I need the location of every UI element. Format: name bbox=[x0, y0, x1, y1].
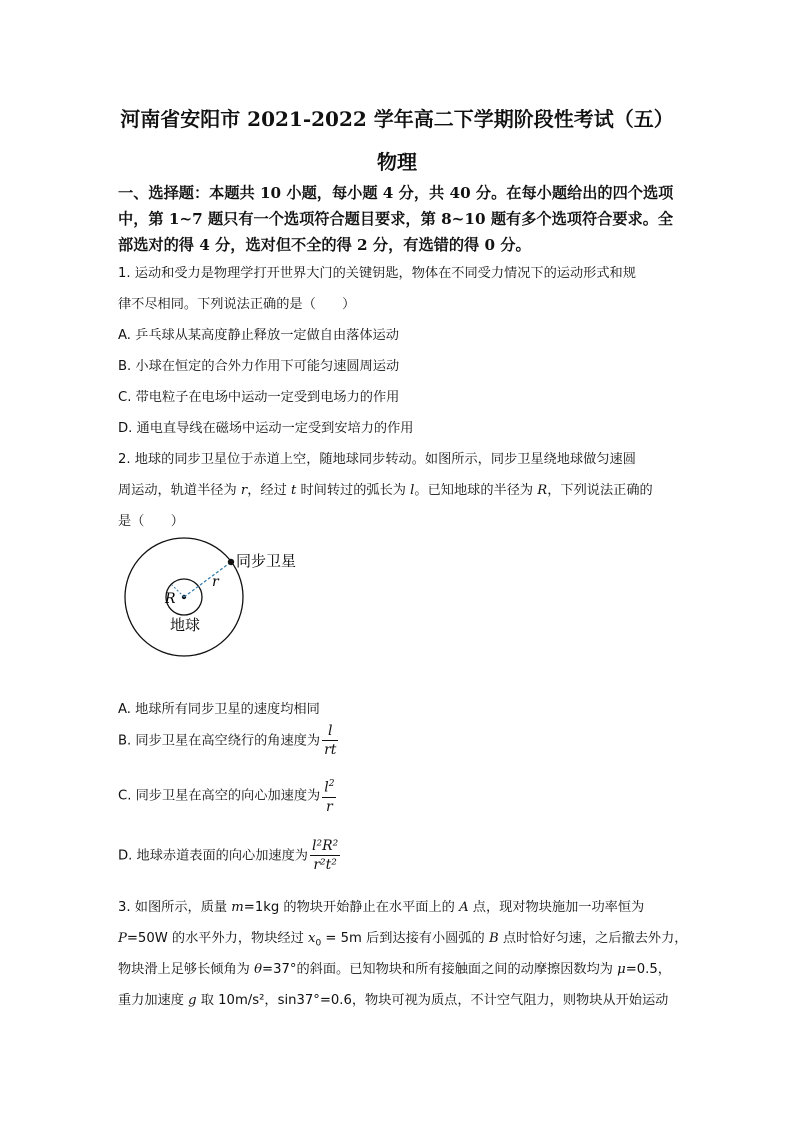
fraction-denominator: r²t² bbox=[313, 857, 337, 873]
fraction-numerator: l²R² bbox=[311, 838, 339, 854]
q3-text: 点，现对物块施加一功率恒为 bbox=[468, 900, 645, 915]
q2-text: ，下列说法正确的 bbox=[547, 483, 653, 498]
q3-var-mu: μ bbox=[617, 962, 626, 977]
q2-option-c bbox=[118, 775, 336, 816]
q3-line4 bbox=[118, 989, 668, 1008]
q3-var-theta: θ bbox=[254, 962, 263, 977]
q2-option-c-text: C. 同步卫星在高空的向心加速度为 bbox=[118, 788, 321, 804]
q2-stem-line1: 2. 地球的同步卫星位于赤道上空，随地球同步转动。如图所示，同步卫星绕地球做匀速圆 bbox=[118, 452, 636, 467]
q2-option-d bbox=[118, 837, 340, 874]
q1-stem-line2: 律不尽相同。下列说法正确的是（ ） bbox=[118, 297, 356, 312]
subject-title: 物理 bbox=[377, 150, 417, 174]
section-heading: 一、选择题：本题共 10 小题，每小题 4 分，共 40 分。在每小题给出的四个选项中，第 1~7 题只有一个选项符合题目要求，第 8~10 题有多个选项符合要求。全部选对的得 4 分，选对但不全的得 2 分，有选错的得 0 分。 bbox=[118, 184, 674, 254]
q2-text: 。已知地球的半径为 bbox=[414, 483, 538, 498]
q2-text: ，经过 bbox=[247, 483, 291, 498]
q3-line3 bbox=[118, 958, 671, 977]
fraction-denominator: r bbox=[325, 798, 333, 815]
q2-option-d-fraction bbox=[310, 837, 340, 874]
satellite-label: 同步卫星 bbox=[236, 552, 297, 570]
q3-text: 物块滑上足够长倾角为 bbox=[118, 962, 255, 977]
q3-text: =37°的斜面。已知物块和所有接触面之间的动摩擦因数均为 bbox=[262, 962, 618, 977]
fraction-numerator: l bbox=[322, 722, 338, 741]
q3-var-m: m bbox=[231, 900, 244, 915]
fraction-denominator: rt bbox=[324, 742, 337, 758]
q2-option-a: A. 地球所有同步卫星的速度均相同 bbox=[118, 702, 320, 717]
q3-text: 取 10m/s²，sin37°=0.6，物块可视为质点，不计空气阻力，则物块从开始运动 bbox=[196, 993, 669, 1008]
q2-stem-line2 bbox=[118, 479, 653, 498]
q1-option-c: C. 带电粒子在电场中运动一定受到电场力的作用 bbox=[118, 390, 400, 405]
q3-var-g: g bbox=[188, 993, 197, 1008]
q3-text: 重力加速度 bbox=[118, 993, 189, 1008]
fraction-numerator-exp: 2 bbox=[328, 779, 335, 789]
q3-text: 3. 如图所示，质量 bbox=[118, 900, 232, 915]
fraction-numerator bbox=[322, 775, 336, 798]
orbit-radius-line bbox=[184, 562, 231, 597]
orbit-radius-label: r bbox=[212, 574, 219, 590]
q1-option-b: B. 小球在恒定的合外力作用下可能匀速圆周运动 bbox=[118, 359, 400, 374]
q2-stem-line3: 是（ ） bbox=[118, 514, 184, 529]
q3-var-B: B bbox=[488, 931, 499, 946]
exam-title: 河南省安阳市 2021-2022 学年高二下学期阶段性考试（五） bbox=[120, 107, 674, 131]
q2-option-b bbox=[118, 722, 338, 759]
q1-option-d: D. 通电直导线在磁场中运动一定受到安培力的作用 bbox=[118, 421, 414, 436]
q3-line2 bbox=[118, 927, 687, 949]
q2-text: 周运动，轨道半径为 bbox=[118, 483, 241, 498]
q2-option-b-fraction bbox=[322, 722, 338, 759]
q2-var-l: l bbox=[410, 483, 415, 498]
satellite-dot bbox=[228, 559, 234, 565]
q3-var-P: P bbox=[118, 931, 127, 946]
q2-var-R: R bbox=[537, 483, 548, 498]
q2-option-c-fraction bbox=[322, 775, 336, 816]
q3-var-x-sub: 0 bbox=[315, 938, 322, 949]
q2-text: 时间转过的弧长为 bbox=[296, 483, 411, 498]
orbit-figure bbox=[118, 535, 318, 675]
earth-radius-label: R bbox=[165, 591, 176, 607]
q2-option-b-text: B. 同步卫星在高空绕行的角速度为 bbox=[118, 733, 321, 749]
q3-text: 点时恰好匀速，之后撤去外力， bbox=[498, 931, 688, 946]
q3-text: = 5m 后到达接有小圆弧的 bbox=[321, 931, 489, 946]
q2-option-d-text: D. 地球赤道表面的向心加速度为 bbox=[118, 848, 308, 864]
q1-stem-line1: 1. 运动和受力是物理学打开世界大门的关键钥匙，物体在不同受力情况下的运动形式和规 bbox=[118, 266, 636, 281]
earth-label: 地球 bbox=[170, 616, 201, 634]
q3-text: =1kg 的物块开始静止在水平面上的 bbox=[243, 900, 460, 915]
q2-var-r: r bbox=[240, 483, 248, 498]
q1-option-a: A. 乒乓球从某高度静止释放一定做自由落体运动 bbox=[118, 328, 399, 343]
q2-var-t: t bbox=[290, 483, 297, 498]
q3-line1 bbox=[118, 896, 644, 915]
q3-var-x: x bbox=[308, 931, 316, 946]
q3-text: =50W 的水平外力，物块经过 bbox=[126, 931, 309, 946]
q3-var-A: A bbox=[459, 900, 469, 915]
fraction-numerator-base: l bbox=[324, 779, 329, 796]
q3-text: =0.5， bbox=[625, 962, 671, 977]
